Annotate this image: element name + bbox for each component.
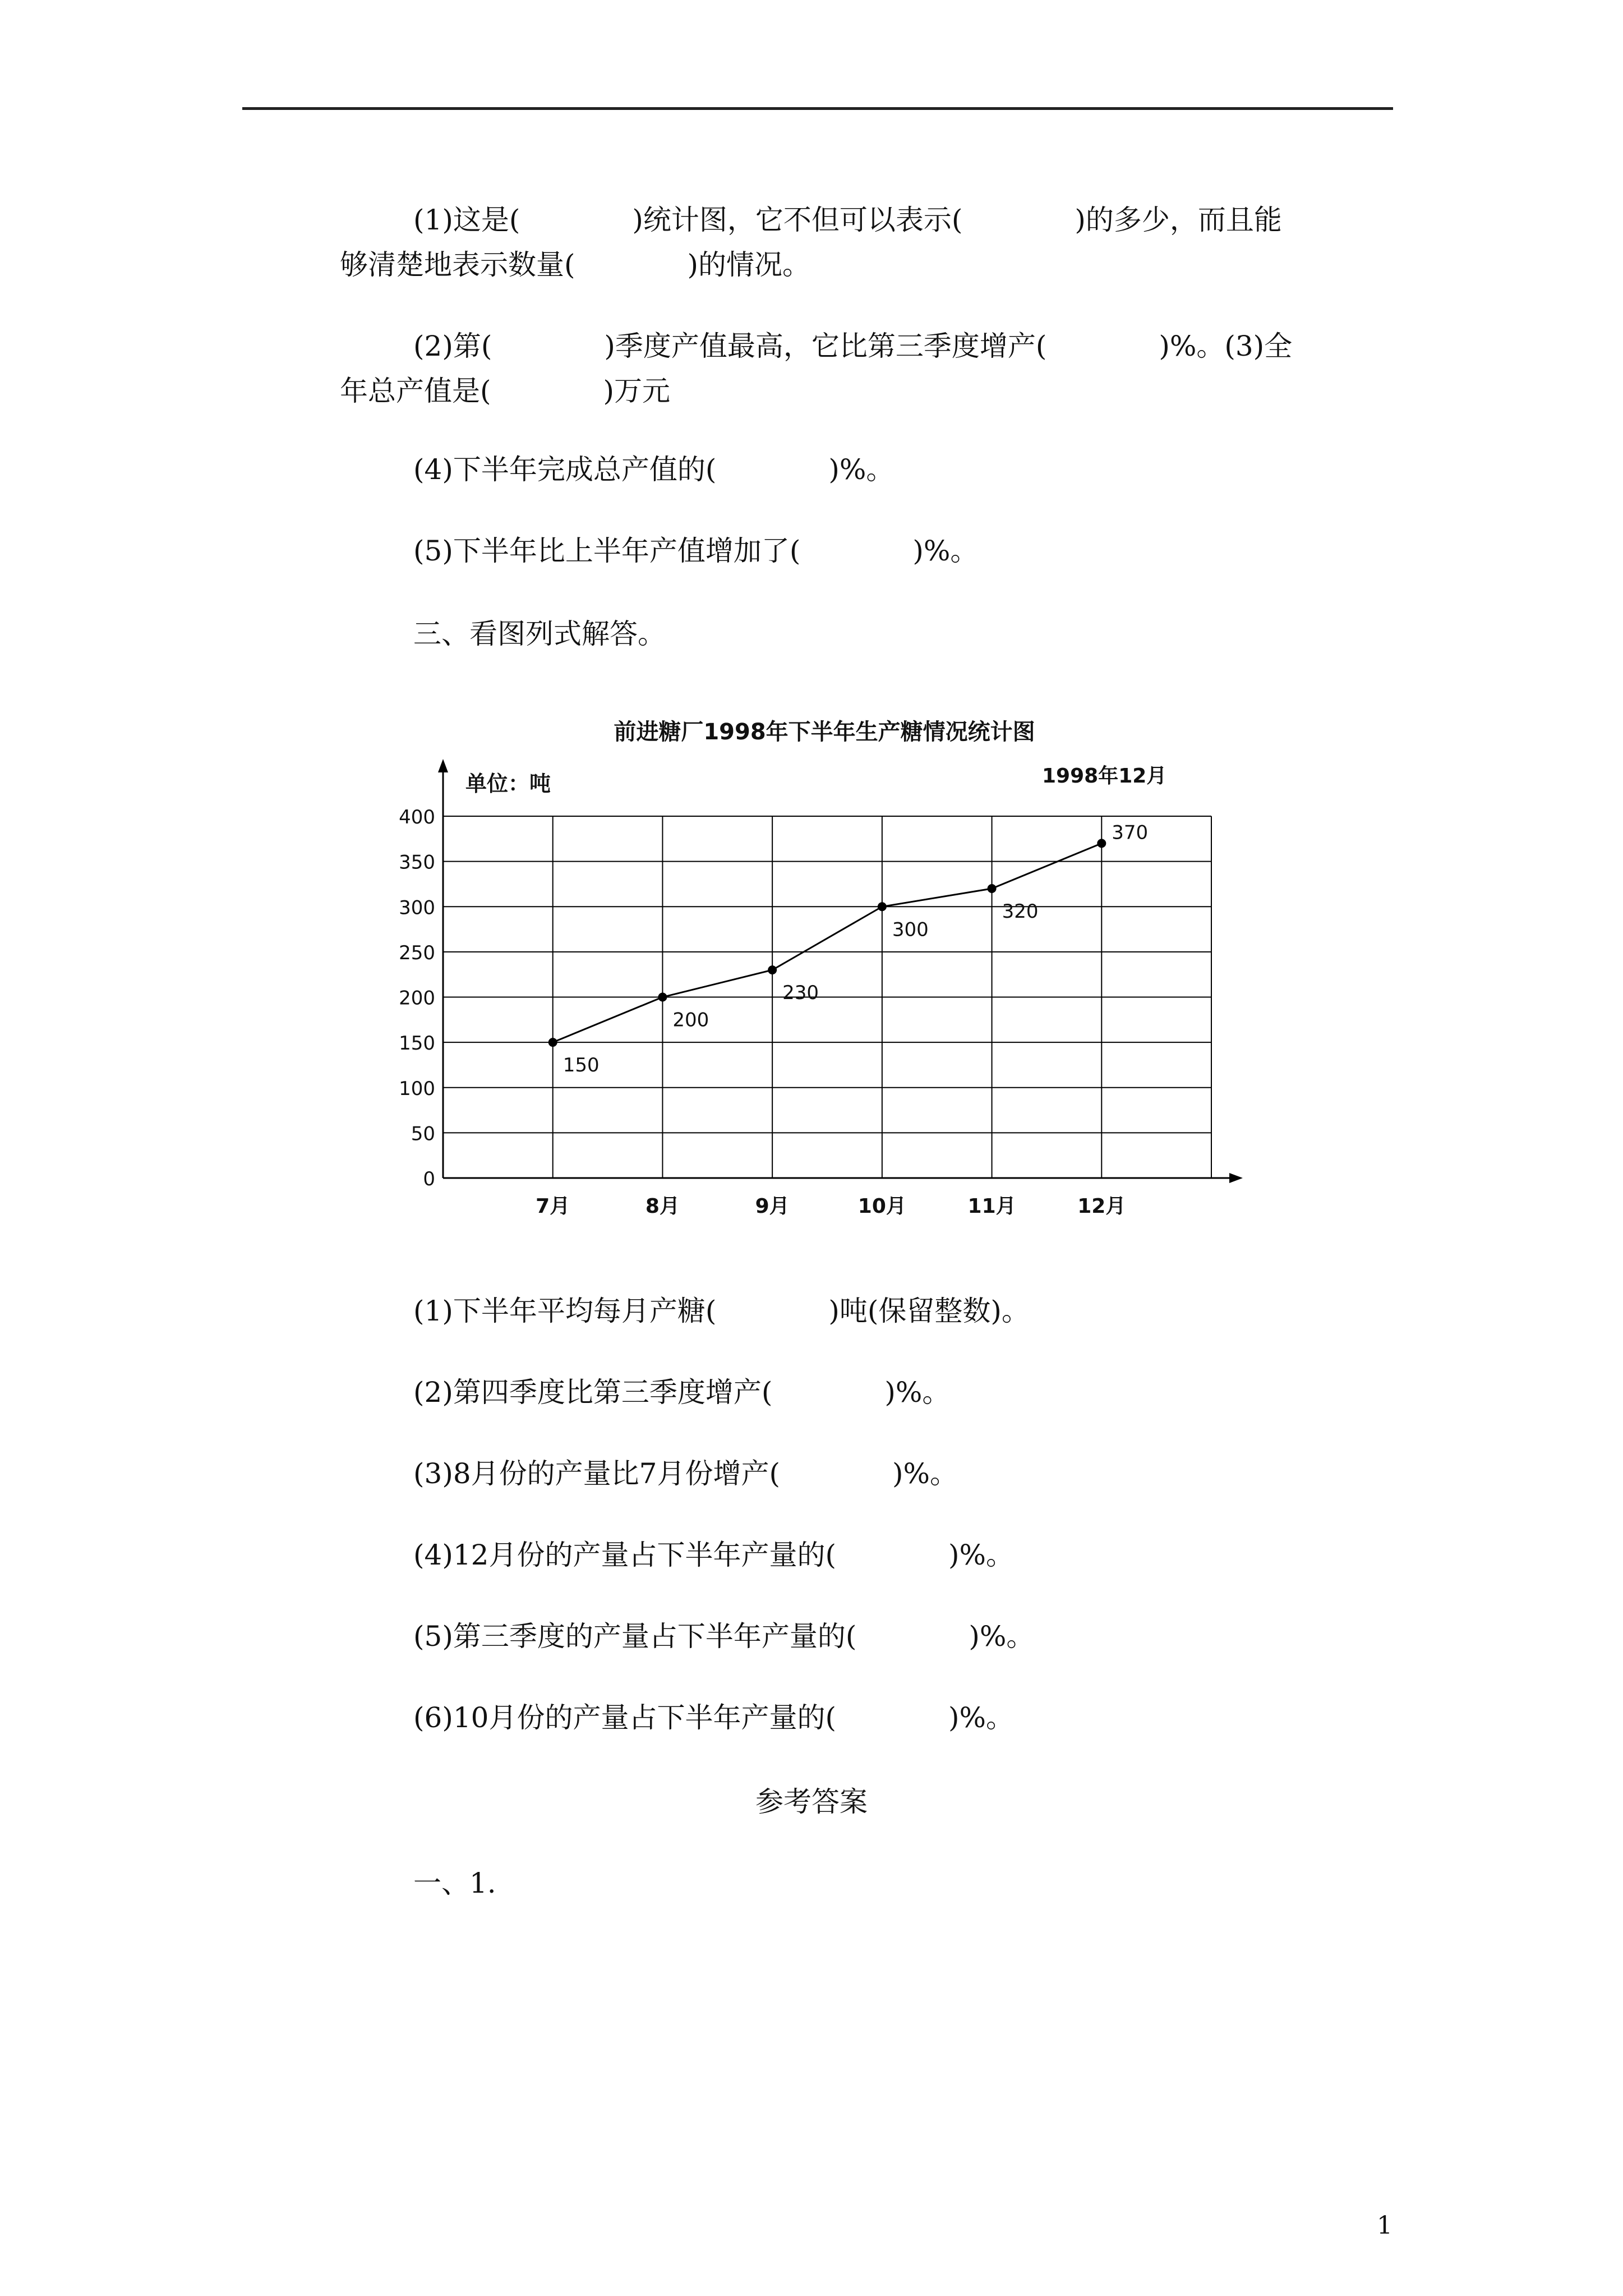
chart-date-label: 1998年12月 — [1042, 765, 1167, 788]
data-label: 320 — [1002, 900, 1039, 923]
line-chart — [370, 712, 1267, 1228]
chart-title: 前进糖厂1998年下半年生产糖情况统计图 — [614, 719, 1035, 745]
y-axis-arrow — [438, 759, 448, 772]
data-label: 150 — [562, 1054, 600, 1077]
x-tick-label: 10月 — [857, 1195, 906, 1218]
question-2-1-line-1: (1)这是( )统计图，它不但可以表示( )的多少，而且能 — [413, 204, 1282, 236]
data-label: 300 — [892, 918, 929, 941]
x-axis-arrow — [1229, 1173, 1243, 1183]
y-tick-label: 50 — [411, 1122, 435, 1145]
data-point — [988, 884, 997, 893]
page-number: 1 — [1377, 2211, 1393, 2240]
y-tick-label: 350 — [399, 851, 435, 874]
x-tick-label: 7月 — [536, 1195, 570, 1218]
x-tick-label: 11月 — [967, 1195, 1016, 1218]
question-3-2: (2)第四季度比第三季度增产( )%。 — [413, 1376, 951, 1409]
series-line — [553, 843, 1102, 1042]
x-tick-label: 8月 — [645, 1195, 680, 1218]
y-tick-labels — [399, 806, 435, 1190]
x-tick-label: 9月 — [755, 1195, 790, 1218]
question-3-3: (3)8月份的产量比7月份增产( )%。 — [413, 1457, 958, 1490]
data-points — [548, 839, 1106, 1047]
data-point — [548, 1038, 557, 1047]
question-2-2-line-1: (2)第( )季度产值最高，它比第三季度增产( )%。(3)全 — [413, 330, 1293, 362]
question-3-4: (4)12月份的产量占下半年产量的( )%。 — [413, 1539, 1014, 1571]
answers-first-line: 一、1. — [413, 1867, 496, 1899]
question-3-1: (1)下半年平均每月产糖( )吨(保留整数)。 — [413, 1295, 1030, 1327]
data-point — [658, 993, 667, 1002]
y-tick-label: 200 — [399, 987, 435, 1010]
question-3-6: (6)10月份的产量占下半年产量的( )%。 — [413, 1701, 1014, 1734]
data-point — [768, 965, 777, 974]
chart-unit-label: 单位：吨 — [465, 771, 551, 796]
section-3-heading: 三、看图列式解答。 — [413, 618, 666, 650]
question-3-5: (5)第三季度的产量占下半年产量的( )%。 — [413, 1620, 1035, 1653]
answers-heading: 参考答案 — [755, 1786, 868, 1818]
data-label: 230 — [782, 982, 819, 1005]
question-2-5: (5)下半年比上半年产值增加了( )%。 — [413, 535, 979, 567]
y-tick-label: 150 — [399, 1032, 435, 1055]
y-tick-label: 300 — [399, 896, 435, 919]
y-tick-label: 250 — [399, 941, 435, 964]
y-tick-label: 0 — [423, 1168, 435, 1190]
data-point — [878, 902, 887, 911]
header-rule — [242, 107, 1393, 110]
data-point — [1097, 839, 1106, 848]
x-tick-label: 12月 — [1077, 1195, 1126, 1218]
y-tick-label: 400 — [399, 806, 435, 829]
question-2-4: (4)下半年完成总产值的( )%。 — [413, 453, 895, 486]
x-tick-labels — [536, 1195, 1126, 1218]
question-2-2-line-2: 年总产值是( )万元 — [340, 375, 671, 407]
data-label: 200 — [672, 1009, 709, 1032]
chart-grid — [443, 816, 1211, 1178]
y-tick-label: 100 — [399, 1077, 435, 1100]
data-label: 370 — [1112, 821, 1149, 844]
question-2-1-line-2: 够清楚地表示数量( )的情况。 — [340, 249, 811, 281]
